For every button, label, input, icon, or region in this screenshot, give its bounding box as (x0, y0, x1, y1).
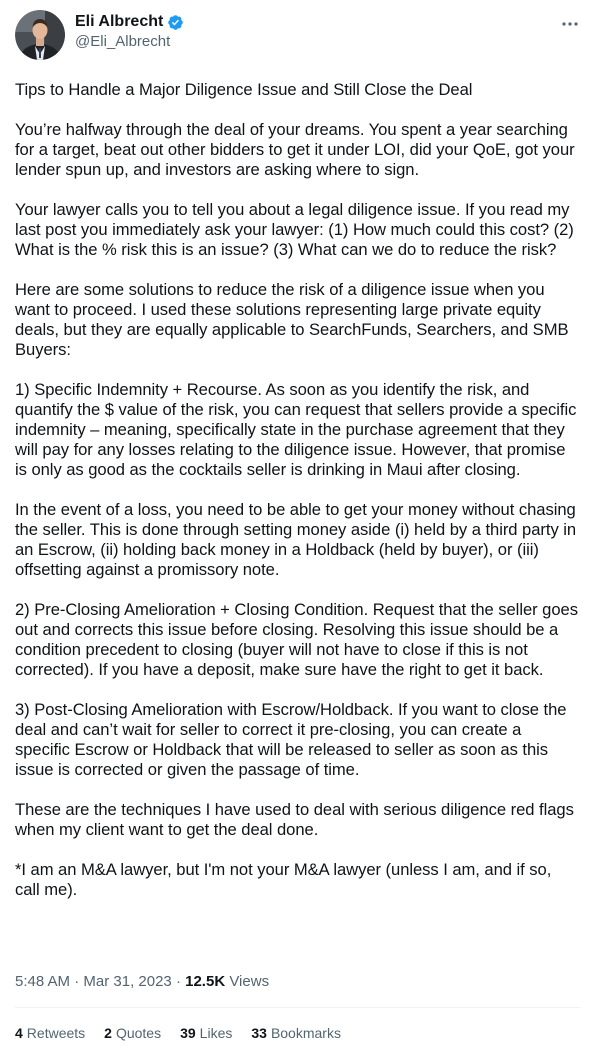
meta-separator: · (171, 973, 186, 990)
more-options-icon[interactable] (560, 14, 580, 34)
views-label: Views (225, 973, 270, 990)
tweet-paragraph: 1) Specific Indemnity + Recourse. As soon as you identify the risk, and quantify the $ value of the risk, you can request that sellers provide a specific indemnity – meaning, specifically state in the purchase agreement that they will pay for any losses relating to the diligence issue. However, that promise is only as good as the cocktails seller is drinking in Maui after closing. (15, 380, 581, 479)
quotes-count: 2 (104, 1025, 112, 1041)
tweet-date[interactable]: Mar 31, 2023 (83, 973, 172, 990)
bookmarks-label: Bookmarks (270, 1025, 341, 1041)
retweets-label: Retweets (26, 1025, 86, 1041)
tweet-paragraph: You’re halfway through the deal of your dreams. You spent a year searching for a target, beat out other bidders to get it under LOI, did your QoE, got your lender spun up, and investors are asking where to sign. (15, 120, 580, 179)
bookmarks-stat[interactable] (251, 1023, 341, 1043)
likes-label: Likes (199, 1025, 233, 1041)
tweet-paragraph: In the event of a loss, you need to be able to get your money without chasing the seller. This is done through setting money aside (i) held by a third party in an Escrow, (ii) holding back money in a Holdback (held by buyer), or (iii) offsetting against a promissory note. (15, 500, 581, 579)
avatar-image (15, 10, 65, 60)
tweet-paragraph: 2) Pre-Closing Amelioration + Closing Condition. Request that the seller goes out and corrects this issue before closing. Resolving this issue should be a condition precedent to closing (buyer will not have to close if this is not corrected). If you have a deposit, make sure have the right to get it back. (15, 600, 583, 679)
verified-badge-icon[interactable] (167, 14, 184, 31)
views-count[interactable]: 12.5K (185, 973, 226, 990)
avatar[interactable] (15, 10, 65, 60)
author-block (75, 12, 184, 52)
bookmarks-count: 33 (251, 1025, 267, 1041)
divider (15, 1007, 580, 1008)
tweet-meta (15, 972, 269, 992)
engagement-stats (15, 1023, 360, 1043)
tweet-body (15, 80, 583, 900)
meta-separator: · (70, 973, 84, 990)
tweet-paragraph: Your lawyer calls you to tell you about a legal diligence issue. If you read my last post you immediately ask your lawyer: (1) How much could this cost? (2) What is the % risk this is an issue? (3) What can we do to reduce the risk? (15, 200, 579, 259)
tweet-header (15, 10, 580, 60)
tweet-paragraph: These are the techniques I have used to deal with serious diligence red flags when my client want to get the deal done. (15, 800, 579, 839)
likes-count: 39 (180, 1025, 196, 1041)
tweet-time[interactable]: 5:48 AM (15, 973, 71, 990)
quotes-stat[interactable] (104, 1023, 161, 1043)
retweets-stat[interactable] (15, 1023, 85, 1043)
author-name-row (75, 12, 184, 32)
tweet-paragraph: *I am an M&A lawyer, but I'm not your M&A lawyer (unless I am, and if so, call me). (15, 860, 556, 899)
retweets-count: 4 (15, 1025, 23, 1041)
quotes-label: Quotes (115, 1025, 162, 1041)
tweet-paragraph: Here are some solutions to reduce the risk of a diligence issue when you want to proceed. I used these solutions representing large private equity deals, but they are equally applicable to SearchFunds, Searchers, and SMB Buyers: (15, 280, 574, 359)
tweet-paragraph: Tips to Handle a Major Diligence Issue and Still Close the Deal (15, 80, 473, 99)
likes-stat[interactable] (180, 1023, 232, 1043)
author-handle[interactable]: @Eli_Albrecht (75, 33, 171, 50)
author-name[interactable]: Eli Albrecht (75, 13, 164, 30)
tweet-paragraph: 3) Post-Closing Amelioration with Escrow/Holdback. If you want to close the deal and can’t wait for seller to correct it pre-closing, you can create a specific Escrow or Holdback that will be released to seller as soon as this issue is corrected or given the passage of time. (15, 700, 572, 779)
